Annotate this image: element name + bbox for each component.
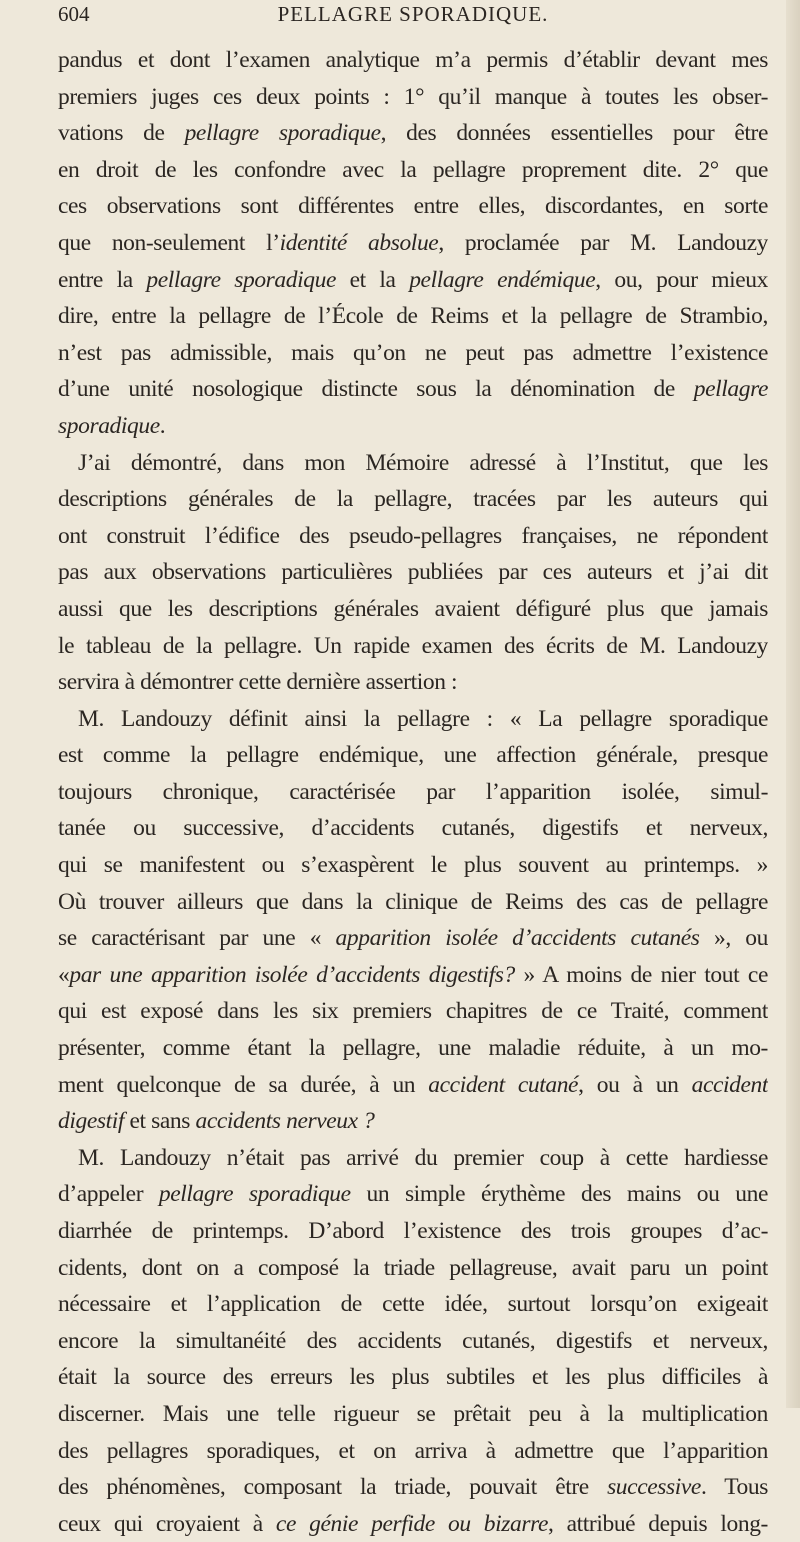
- text-run: . Tous: [700, 1474, 768, 1501]
- italic-text: pellagre sporadique: [146, 266, 336, 293]
- text-run: , des données essentielles pour être: [380, 120, 768, 147]
- text-line: [58, 884, 768, 921]
- text-run: encore la simultanéité des accidents cutanés, digestifs et nerveux,: [58, 1327, 768, 1354]
- text-run: est comme la pellagre endémique, une affection générale, presque: [58, 742, 768, 769]
- italic-text: pellagre: [693, 376, 768, 403]
- text-line: [58, 847, 768, 884]
- text-run: cidents, dont on a composé la triade pellagreuse, avait paru un point: [58, 1254, 768, 1281]
- text-run: , proclamée par M. Landouzy: [438, 229, 768, 256]
- italic-text: accident cutané: [428, 1071, 579, 1098]
- text-line: [58, 79, 768, 116]
- text-run: », ou: [699, 925, 768, 952]
- text-line: [58, 1176, 768, 1213]
- text-line: [58, 371, 768, 408]
- text-run: d’appeler: [58, 1181, 159, 1208]
- text-run: d’une unité nosologique distincte sous la dénomination de: [58, 376, 694, 403]
- text-run: nécessaire et l’application de cette idée, surtout lorsqu’on exigeait: [58, 1291, 768, 1318]
- text-run: , ou à un: [578, 1071, 692, 1098]
- text-line: [58, 920, 768, 957]
- italic-text: accident: [691, 1071, 768, 1098]
- text-run: le tableau de la pellagre. Un rapide examen des écrits de M. Landouzy: [58, 632, 768, 659]
- italic-text: pellagre sporadique: [184, 120, 381, 147]
- text-run: était la source des erreurs les plus subtiles et les plus difficiles à: [58, 1364, 768, 1391]
- text-line: [58, 152, 768, 189]
- text-line: [58, 554, 768, 591]
- text-run: ont construit l’édifice des pseudo-pellagres françaises, ne répondent: [58, 522, 768, 549]
- text-line: [58, 1250, 768, 1287]
- text-run: toujours chronique, caractérisée par l’apparition isolée, simul-: [58, 778, 768, 805]
- text-line: [58, 1506, 768, 1542]
- text-line: [58, 188, 768, 225]
- text-line: [58, 1030, 768, 1067]
- italic-text: ce génie perfide ou bizarre: [275, 1510, 549, 1537]
- text-run: ces observations sont différentes entre elles, discordantes, en sorte: [58, 193, 768, 220]
- italic-text: par une apparition isolée d’accidents digestifs?: [69, 961, 515, 988]
- text-run: un simple érythème des mains ou une: [350, 1181, 768, 1208]
- text-line: [58, 408, 768, 445]
- running-title: PELLAGRE SPORADIQUE.: [277, 2, 549, 26]
- page-number: 604: [58, 2, 90, 26]
- text-line: [58, 262, 768, 299]
- text-line: [58, 1103, 768, 1140]
- text-line: [58, 42, 768, 79]
- text-line: [58, 115, 768, 152]
- text-run: qui se manifestent ou s’exaspèrent le plus souvent au printemps. »: [58, 852, 768, 879]
- text-run: tanée ou successive, d’accidents cutanés, digestifs et nerveux,: [58, 815, 768, 842]
- text-line: [58, 298, 768, 335]
- text-run: Où trouver ailleurs que dans la clinique de Reims des cas de pellagre: [58, 888, 768, 915]
- page-edge: [786, 0, 800, 1408]
- italic-text: apparition isolée d’accidents cutanés: [335, 925, 700, 952]
- text-run: diarrhée de printemps. D’abord l’existence des trois groupes d’ac-: [58, 1218, 768, 1244]
- text-line: [58, 1067, 768, 1104]
- text-run: , ou, pour mieux: [595, 266, 768, 293]
- italic-text: successive: [607, 1474, 701, 1501]
- text-line: [58, 993, 768, 1030]
- text-run: vations de: [58, 120, 185, 147]
- text-run: J’ai démontré, dans mon Mémoire adressé à l’Institut, que les: [78, 449, 768, 476]
- italic-text: sporadique: [58, 412, 160, 439]
- text-run: premiers juges ces deux points : 1° qu’il manque à toutes les obser-: [58, 83, 768, 110]
- text-run: ment quelconque de sa durée, à un: [58, 1071, 429, 1098]
- text-run: .: [159, 412, 166, 439]
- text-run: M. Landouzy n’était pas arrivé du premier coup à cette hardiesse: [78, 1144, 768, 1171]
- text-run: aussi que les descriptions générales avaient défiguré plus que jamais: [58, 595, 768, 622]
- text-run: pas aux observations particulières publiées par ces auteurs et j’ai dit: [58, 559, 768, 586]
- text-run: en droit de les confondre avec la pellagre proprement dite. 2° que: [58, 156, 768, 183]
- text-run: ceux qui croyaient à: [58, 1510, 276, 1537]
- running-header: [58, 2, 768, 32]
- text-run: descriptions générales de la pellagre, tracées par les auteurs qui: [58, 486, 768, 513]
- text-run: » A moins de nier tout ce: [514, 961, 768, 988]
- text-line: [58, 1396, 768, 1433]
- text-run: se caractérisant par une «: [58, 925, 336, 952]
- italic-text: pellagre endémique: [409, 266, 596, 293]
- text-run: qui est exposé dans les six premiers chapitres de ce Traité, comment: [58, 998, 768, 1025]
- text-run: pandus et dont l’examen analytique m’a permis d’établir devant mes: [58, 47, 768, 73]
- text-line: [58, 335, 768, 372]
- text-line: [58, 774, 768, 811]
- text-run: «: [58, 961, 70, 988]
- text-run: que non-seulement l’: [58, 229, 280, 256]
- text-line: [58, 1469, 768, 1506]
- text-run: présenter, comme étant la pellagre, une maladie réduite, à un mo-: [58, 1035, 768, 1062]
- text-line: [58, 701, 768, 738]
- text-line: [58, 664, 768, 701]
- body-text: [58, 42, 768, 1542]
- text-run: , attribué depuis long-: [548, 1510, 768, 1537]
- italic-text: digestif: [58, 1108, 124, 1135]
- text-line: [58, 1140, 768, 1177]
- text-run: n’est pas admissible, mais qu’on ne peut pas admettre l’existence: [58, 339, 768, 366]
- text-line: [58, 225, 768, 262]
- text-run: des pellagres sporadiques, et on arriva à admettre que l’apparition: [58, 1437, 768, 1464]
- text-run: servira à démontrer cette dernière assertion :: [58, 669, 458, 696]
- text-line: [58, 1286, 768, 1323]
- text-run: et sans: [124, 1108, 196, 1135]
- italic-text: pellagre sporadique: [158, 1181, 351, 1208]
- text-line: [58, 810, 768, 847]
- text-line: [58, 591, 768, 628]
- text-line: [58, 1359, 768, 1396]
- text-line: [58, 1433, 768, 1470]
- text-run: et la: [336, 266, 410, 293]
- text-run: discerner. Mais une telle rigueur se prêtait peu à la multiplication: [58, 1400, 768, 1427]
- italic-text: accidents nerveux ?: [195, 1108, 375, 1135]
- text-run: des phénomènes, composant la triade, pouvait être: [58, 1474, 608, 1501]
- text-line: [58, 481, 768, 518]
- text-line: [58, 445, 768, 482]
- text-line: [58, 957, 768, 994]
- text-run: entre la: [58, 266, 147, 293]
- text-line: [58, 1323, 768, 1360]
- text-line: [58, 518, 768, 555]
- text-line: [58, 1213, 768, 1250]
- text-run: M. Landouzy définit ainsi la pellagre : « La pellagre sporadique: [78, 705, 768, 732]
- text-run: dire, entre la pellagre de l’École de Reims et la pellagre de Strambio,: [58, 303, 768, 330]
- italic-text: identité absolue: [279, 229, 439, 256]
- text-line: [58, 737, 768, 774]
- text-line: [58, 628, 768, 665]
